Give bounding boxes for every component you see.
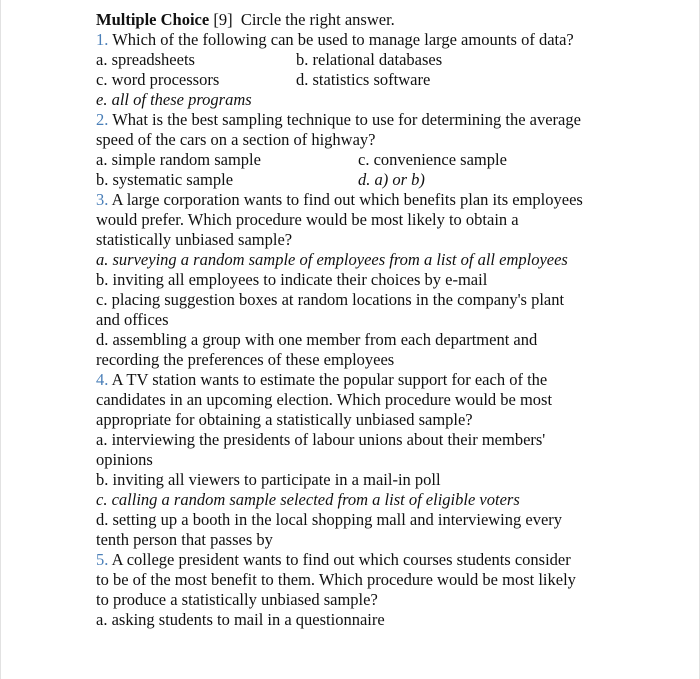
option-a: a. interviewing the presidents of labour unions about their members' (96, 430, 546, 449)
option-d-continued: recording the preferences of these employees (96, 350, 395, 369)
option-b: b. systematic sample (96, 170, 234, 189)
option-c: c. convenience sample (358, 150, 507, 169)
option-b: b. inviting all employees to indicate their choices by e-mail (96, 270, 488, 289)
option-c: c. word processors (96, 70, 220, 89)
options-row (96, 170, 616, 190)
option-e-prefix: e. all of these programs (96, 90, 252, 109)
option-d-continued: tenth person that passes by (96, 530, 273, 549)
option-a: a. spreadsheets (96, 50, 195, 69)
question-text: A college president wants to find out which courses students consider (111, 550, 571, 569)
option-a: a. simple random sample (96, 150, 261, 169)
option-e (96, 90, 616, 110)
question-text-continued: would prefer. Which procedure would be most likely to obtain a (96, 210, 519, 229)
option-a: a. surveying a random sample of employees from a list of all employees (96, 250, 568, 269)
question-2 (96, 110, 616, 130)
quiz-header (96, 10, 616, 30)
question-text-continued: appropriate for obtaining a statistically unbiased sample? (96, 410, 473, 429)
option-b: b. inviting all viewers to participate in a mail-in poll (96, 470, 441, 489)
question-text: A TV station wants to estimate the popular support for each of the (111, 370, 548, 389)
question-text: What is the best sampling technique to use for determining the average (112, 110, 581, 129)
option-b: b. relational databases (296, 50, 443, 69)
section-points: [9] (213, 10, 233, 29)
question-text: A large corporation wants to find out which benefits plan its employees (111, 190, 583, 209)
question-number: 1. (96, 30, 109, 49)
option-c: c. placing suggestion boxes at random locations in the company's plant (96, 290, 565, 309)
option-c-continued: and offices (96, 310, 169, 329)
section-instruction: Circle the right answer. (240, 10, 395, 29)
option-d: d. statistics software (296, 70, 431, 89)
question-number: 2. (96, 110, 109, 129)
question-1 (96, 30, 616, 50)
question-number: 3. (96, 190, 109, 209)
question-text-continued: to produce a statistically unbiased sample? (96, 590, 378, 609)
question-text-continued: candidates in an upcoming election. Which procedure would be most (96, 390, 553, 409)
options-row (96, 50, 616, 70)
option-a: a. asking students to mail in a questionnaire (96, 610, 385, 629)
question-5 (96, 550, 616, 570)
option-a-continued: opinions (96, 450, 153, 469)
question-text-continued: statistically unbiased sample? (96, 230, 293, 249)
option-c: c. calling a random sample selected from a list of eligible voters (96, 490, 520, 509)
question-4 (96, 370, 616, 390)
options-row (96, 150, 616, 170)
question-number: 5. (96, 550, 109, 569)
option-d: d. assembling a group with one member from each department and (96, 330, 538, 349)
question-number: 4. (96, 370, 109, 389)
quiz-content (96, 10, 616, 630)
question-text-continued: to be of the most benefit to them. Which procedure would be most likely (96, 570, 576, 589)
question-3 (96, 190, 616, 210)
question-text-continued: speed of the cars on a section of highway? (96, 130, 376, 149)
option-d: d. setting up a booth in the local shopping mall and interviewing every (96, 510, 563, 529)
option-d: d. a) or b) (358, 170, 425, 189)
section-title: Multiple Choice (96, 10, 210, 29)
options-row (96, 70, 616, 90)
question-text: Which of the following can be used to manage large amounts of data? (112, 30, 574, 49)
